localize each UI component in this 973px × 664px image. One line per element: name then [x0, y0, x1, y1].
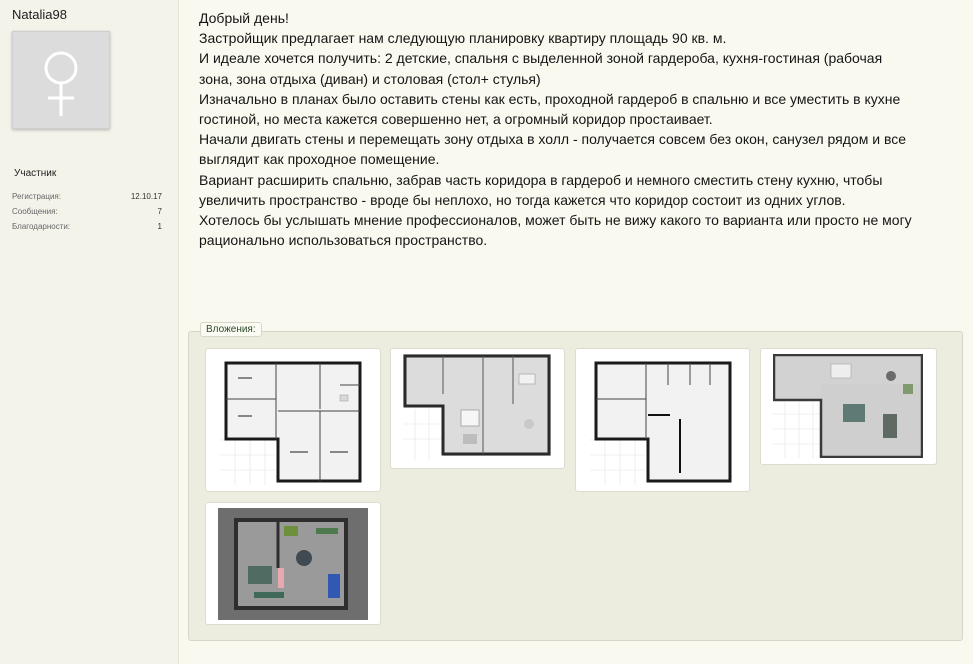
stat-value: 1 — [157, 222, 162, 231]
post-line: И идеале хочется получить: 2 детские, спальня с выделенной зоной гардероба, кухня-гостиная (рабочая — [199, 50, 883, 67]
post-body — [199, 8, 959, 250]
attachment-thumbnail[interactable] — [575, 348, 750, 492]
avatar[interactable] — [12, 31, 110, 129]
attachment-thumbnail[interactable] — [760, 348, 937, 465]
post-line: гостиной, но места кажется совершенно нет, а огромный коридор простаивает. — [199, 111, 713, 128]
stat-thanks — [12, 222, 162, 231]
post-line: Застройщик предлагает нам следующую планировку квартиру площадь 90 кв. м. — [199, 30, 727, 47]
user-sidebar — [0, 0, 179, 664]
stat-label: Благодарности: — [12, 222, 71, 231]
stat-label: Сообщения: — [12, 207, 58, 216]
post-line: рационально использоваться пространство. — [199, 232, 488, 249]
floorplan-image — [403, 354, 551, 460]
attachments-legend: Вложения: — [200, 322, 262, 337]
post-line: Хотелось бы услышать мнение профессионалов, может быть не вижу какого то варианта или просто не могу — [199, 212, 912, 229]
floorplan-image — [773, 354, 923, 458]
username-link[interactable]: Natalia98 — [12, 7, 67, 22]
post-line: выглядит как проходное помещение. — [199, 151, 440, 168]
post-line: зона, зона отдыха (диван) и столовая (стол+ стулья) — [199, 70, 541, 87]
stat-label: Регистрация: — [12, 192, 61, 201]
floorplan-image — [220, 355, 366, 485]
post-line: Изначально в планах было оставить стены как есть, проходной гардероб в спальню и все уместить в кухне — [199, 90, 901, 107]
female-symbol-icon — [13, 32, 109, 128]
render-image — [218, 508, 368, 620]
user-role: Участник — [14, 168, 57, 179]
stat-value[interactable]: 7 — [157, 207, 162, 216]
attachment-thumbnail[interactable] — [205, 502, 381, 625]
post-line: Добрый день! — [199, 10, 289, 26]
post-line: Начали двигать стены и перемещать зону отдыха в холл - получается совсем без окон, санузел рядом и все — [199, 131, 907, 148]
stat-messages — [12, 207, 162, 216]
post-line: Вариант расширить спальню, забрав часть коридора в гардероб и немного сместить стену кухню, чтобы — [199, 171, 883, 188]
attachment-thumbnail[interactable] — [390, 348, 565, 469]
attachment-thumbnail[interactable] — [205, 348, 381, 492]
floorplan-image — [590, 355, 736, 485]
stat-registration — [12, 192, 162, 201]
post-line: увеличить пространство - вроде бы неплохо, но тогда кажется что коридор состоит из одних углов. — [199, 191, 846, 208]
stat-value: 12.10.17 — [130, 192, 162, 201]
